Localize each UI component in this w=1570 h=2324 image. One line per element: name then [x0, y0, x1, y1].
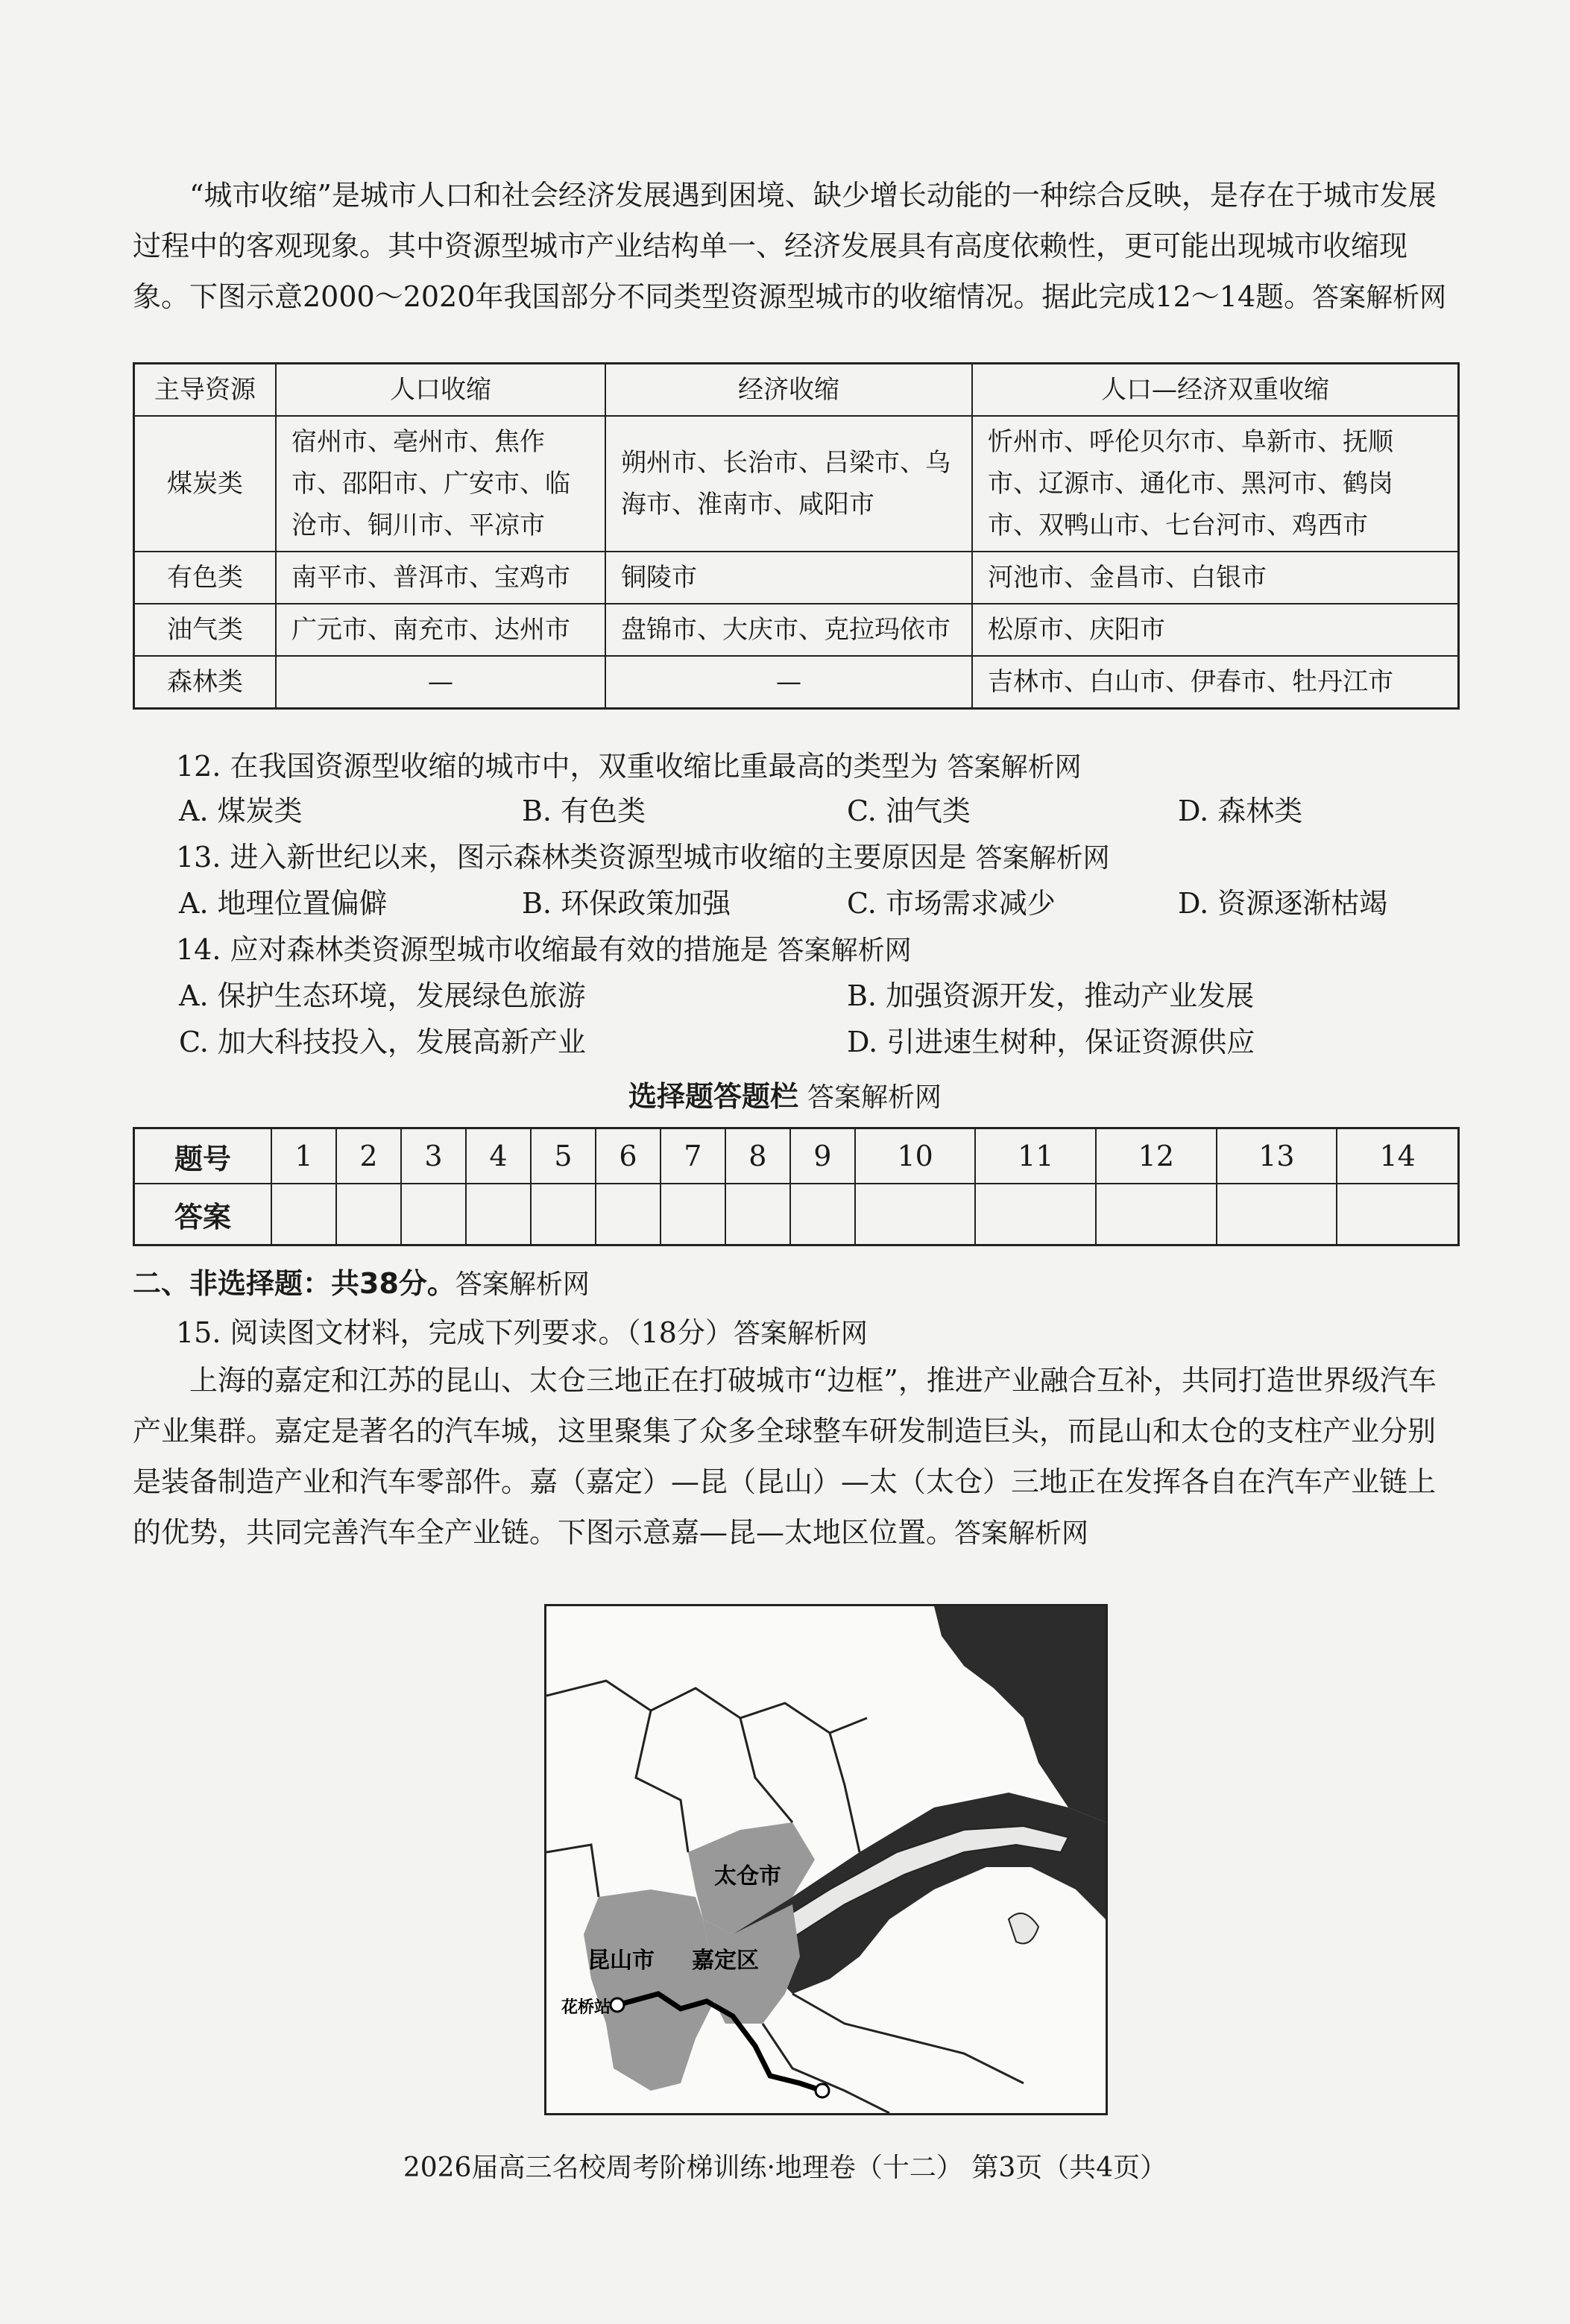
question-number-cell: 4 — [466, 1128, 531, 1184]
question-number-cell: 12 — [1096, 1128, 1217, 1184]
resource-city-table — [133, 362, 1460, 710]
table-header: 人口收缩 — [276, 364, 605, 417]
option[interactable]: D. 资源逐渐枯竭 — [1178, 887, 1388, 920]
question-15-stem — [176, 1310, 868, 1357]
table-cell: 广元市、南充市、达州市 — [276, 604, 605, 656]
option[interactable]: D. 引进速生树种，保证资源供应 — [847, 1026, 1255, 1058]
jiading-label: 嘉定区 — [692, 1948, 759, 1974]
small-island — [1009, 1913, 1038, 1944]
option[interactable]: A. 煤炭类 — [179, 795, 303, 827]
jia-kun-tai-map — [544, 1604, 1108, 2115]
question-stem: 15. 阅读图文材料，完成下列要求。（18分） — [176, 1316, 734, 1349]
terminal-station-marker — [816, 2084, 829, 2097]
table-row — [134, 552, 1459, 604]
answer-cell[interactable] — [531, 1184, 596, 1245]
question-number-cell: 9 — [790, 1128, 855, 1184]
table-cell: — — [276, 656, 605, 709]
answer-cell[interactable] — [596, 1184, 661, 1245]
kunshan-label: 昆山市 — [587, 1948, 655, 1974]
answer-cell[interactable] — [661, 1184, 725, 1245]
page-footer: 2026届高三名校周考阶梯训练·地理卷（十二） 第3页（共4页） — [403, 2153, 1167, 2183]
sea-area — [934, 1606, 1106, 1822]
answer-cell[interactable] — [855, 1184, 976, 1245]
question-number-cell: 11 — [975, 1128, 1096, 1184]
table-header: 人口—经济双重收缩 — [972, 364, 1459, 417]
table-row — [134, 416, 1459, 552]
watermark: 答案解析网 — [733, 1319, 868, 1349]
map-svg — [546, 1606, 1106, 2113]
taicang-label: 太仓市 — [714, 1863, 781, 1889]
question-12 — [176, 744, 1082, 790]
question-15-material — [133, 1355, 1460, 1559]
question-number-cell: 3 — [401, 1128, 466, 1184]
answer-cell[interactable] — [271, 1184, 336, 1245]
question-number-cell: 7 — [661, 1128, 725, 1184]
table-cell: 有色类 — [134, 552, 277, 604]
question-stem: 12. 在我国资源型收缩的城市中，双重收缩比重最高的类型为 — [176, 750, 939, 783]
station-label: 花桥站 — [561, 1998, 611, 2017]
row-label: 题号 — [134, 1128, 272, 1184]
watermark: 答案解析网 — [947, 752, 1082, 783]
watermark: 答案解析网 — [777, 935, 912, 966]
question-number-cell: 1 — [271, 1128, 336, 1184]
table-header-row — [134, 364, 1459, 417]
table-header: 经济收缩 — [605, 364, 972, 417]
question-number-cell: 2 — [336, 1128, 401, 1184]
answer-cell[interactable] — [466, 1184, 531, 1245]
option[interactable]: A. 保护生态环境，发展绿色旅游 — [179, 979, 586, 1012]
option[interactable]: C. 油气类 — [847, 795, 971, 827]
table-cell: 松原市、庆阳市 — [972, 604, 1459, 656]
option[interactable]: C. 加大科技投入，发展高新产业 — [179, 1026, 586, 1058]
table-cell: 忻州市、呼伦贝尔市、阜新市、抚顺市、辽源市、通化市、黑河市、鹤岗市、双鸭山市、七台河市、鸡西市 — [972, 416, 1459, 552]
section-2-heading — [133, 1261, 590, 1307]
question-13 — [176, 835, 1110, 881]
answer-cell[interactable] — [725, 1184, 790, 1245]
watermark: 答案解析网 — [455, 1269, 590, 1300]
answer-input-row — [134, 1184, 1459, 1245]
answer-cell[interactable] — [790, 1184, 855, 1245]
table-cell: 油气类 — [134, 604, 277, 656]
question-number-cell: 6 — [596, 1128, 661, 1184]
section-2-title: 二、非选择题：共38分。 — [133, 1267, 455, 1300]
question-number-cell: 14 — [1337, 1128, 1458, 1184]
question-stem: 13. 进入新世纪以来，图示森林类资源型城市收缩的主要原因是 — [176, 841, 967, 874]
watermark: 答案解析网 — [1312, 282, 1447, 313]
question-number-cell: 8 — [725, 1128, 790, 1184]
option[interactable]: B. 有色类 — [522, 795, 646, 827]
table-row — [134, 656, 1459, 709]
answer-sheet-title-text: 选择题答题栏 — [628, 1080, 798, 1113]
table-cell: 铜陵市 — [605, 552, 972, 604]
table-cell: 朔州市、长治市、吕梁市、乌海市、淮南市、咸阳市 — [605, 416, 972, 552]
table-cell: — — [605, 656, 972, 709]
answer-sheet-title — [0, 1073, 1570, 1114]
question-number-cell: 5 — [531, 1128, 596, 1184]
table-cell: 森林类 — [134, 656, 277, 709]
option[interactable]: B. 加强资源开发，推动产业发展 — [847, 979, 1255, 1012]
table-header: 主导资源 — [134, 364, 277, 417]
question-stem: 14. 应对森林类资源型城市收缩最有效的措施是 — [176, 933, 769, 966]
material-text: 上海的嘉定和江苏的昆山、太仓三地正在打破城市“边框”，推进产业融合互补，共同打造世界级汽车产业集群。嘉定是著名的汽车城，这里聚集了众多全球整车研发制造巨头，而昆山和太仓的支柱产业分别是装备制造产业和汽车零部件。嘉（嘉定）—昆（昆山）—太（太仓）三地正在发挥各自在汽车产业链上的优势，共同完善汽车全产业链。下图示意嘉—昆—太地区位置。 — [133, 1364, 1437, 1549]
table-cell: 盘锦市、大庆市、克拉玛依市 — [605, 604, 972, 656]
watermark: 答案解析网 — [807, 1082, 942, 1113]
answer-sheet-table — [133, 1127, 1460, 1246]
table-cell: 南平市、普洱市、宝鸡市 — [276, 552, 605, 604]
table-cell: 宿州市、亳州市、焦作市、邵阳市、广安市、临沧市、铜川市、平凉市 — [276, 416, 605, 552]
option[interactable]: B. 环保政策加强 — [522, 887, 731, 920]
watermark: 答案解析网 — [975, 843, 1110, 874]
answer-cell[interactable] — [401, 1184, 466, 1245]
answer-cell[interactable] — [1217, 1184, 1337, 1245]
intro-paragraph — [133, 170, 1460, 323]
question-number-cell: 10 — [855, 1128, 976, 1184]
table-row — [134, 604, 1459, 656]
table-cell: 煤炭类 — [134, 416, 277, 552]
row-label: 答案 — [134, 1184, 272, 1245]
answer-cell[interactable] — [1337, 1184, 1458, 1245]
huaqiao-station-marker — [611, 1998, 624, 2012]
kunshan-region — [584, 1889, 718, 2091]
intro-text: “城市收缩”是城市人口和社会经济发展遇到困境、缺少增长动能的一种综合反映，是存在于城市发展过程中的客观现象。其中资源型城市产业结构单一、经济发展具有高度依赖性，更可能出现城市收缩现象。下图示意2000～2020年我国部分不同类型资源型城市的收缩情况。据此完成12～14题。 — [133, 179, 1437, 313]
option[interactable]: A. 地理位置偏僻 — [179, 887, 388, 920]
question-14 — [176, 927, 912, 973]
table-cell: 吉林市、白山市、伊春市、牡丹江市 — [972, 656, 1459, 709]
option[interactable]: C. 市场需求减少 — [847, 887, 1056, 920]
answer-number-row — [134, 1128, 1459, 1184]
answer-cell[interactable] — [1096, 1184, 1217, 1245]
table-cell: 河池市、金昌市、白银市 — [972, 552, 1459, 604]
option[interactable]: D. 森林类 — [1178, 795, 1303, 827]
answer-cell[interactable] — [975, 1184, 1096, 1245]
watermark: 答案解析网 — [954, 1518, 1089, 1549]
answer-cell[interactable] — [336, 1184, 401, 1245]
question-number-cell: 13 — [1217, 1128, 1337, 1184]
